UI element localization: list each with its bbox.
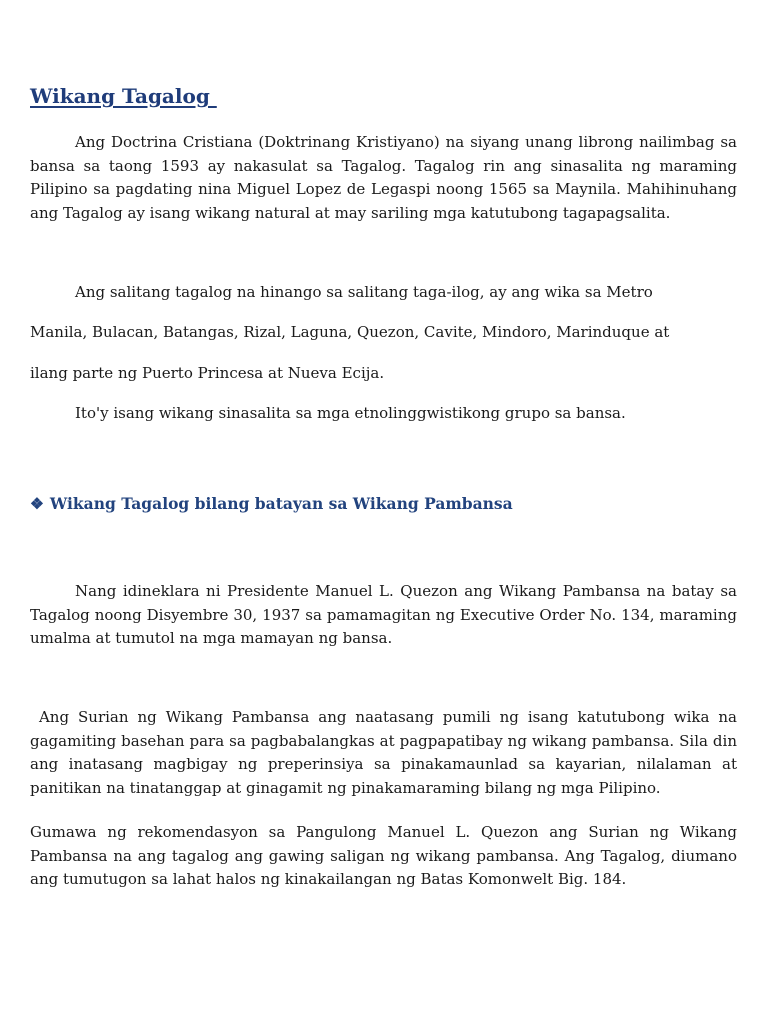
paragraph-quezon-declaration: Nang idineklara ni Presidente Manuel L. Quezon ang Wikang Pambansa na batay sa Tagalog noong Disyembre 30, 1937 sa pamamagitan ng Executive Order No. 134, maraming umalma at tumutol na mga mamayan ng bansa.	[30, 582, 737, 647]
paragraph-line: Manila, Bulacan, Batangas, Rizal, Laguna, Quezon, Cavite, Mindoro, Marinduque at	[30, 323, 670, 341]
paragraph-rekomendasyon: Gumawa ng rekomendasyon sa Pangulong Manuel L. Quezon ang Surian ng Wikang Pambansa na ang tagalog ang gawing saligan ng wikang pambansa. Ang Tagalog, diumano ang tumutugon sa lahat halos ng kinakailangan ng Batas Komonwelt Big. 184.	[30, 823, 737, 888]
page-title: Wikang Tagalog	[30, 84, 217, 108]
section-heading-text: Wikang Tagalog bilang batayan sa Wikang Pambansa	[49, 494, 513, 513]
paragraph-line: Ang salitang tagalog na hinango sa salitang taga-ilog, ay ang wika sa Metro	[75, 283, 653, 301]
paragraph-doctrina-cristiana: Ang Doctrina Cristiana (Doktrinang Kristiyano) na siyang unang librong nailimbag sa bansa sa taong 1593 ay nakasulat sa Tagalog. Tagalog rin ang sinasalita ng maraming Pilipino sa pagdating nina Miguel Lopez de Legaspi noong 1565 sa Maynila. Mahihinuhang ang Tagalog ay isang wikang natural at may sariling mga katutubong tagapagsalita.	[30, 133, 737, 222]
section-heading	[30, 494, 513, 513]
diamond-bullet-icon: ❖	[30, 494, 44, 513]
paragraph-line: Ito'y isang wikang sinasalita sa mga etnolinggwistikong grupo sa bansa.	[75, 404, 626, 422]
paragraph-surian: Ang Surian ng Wikang Pambansa ang naatasang pumili ng isang katutubong wika na gagamiting basehan para sa pagbabalangkas at pagpapatibay ng wikang pambansa. Sila din ang inatasang magbigay ng preperinsiya sa pinakamaunlad sa kayarian, nilalaman at panitikan na tinatanggap at ginagamit ng pinakamaraming bilang ng mga Pilipino.	[30, 708, 742, 797]
paragraph-line: ilang parte ng Puerto Princesa at Nueva Ecija.	[30, 364, 385, 382]
